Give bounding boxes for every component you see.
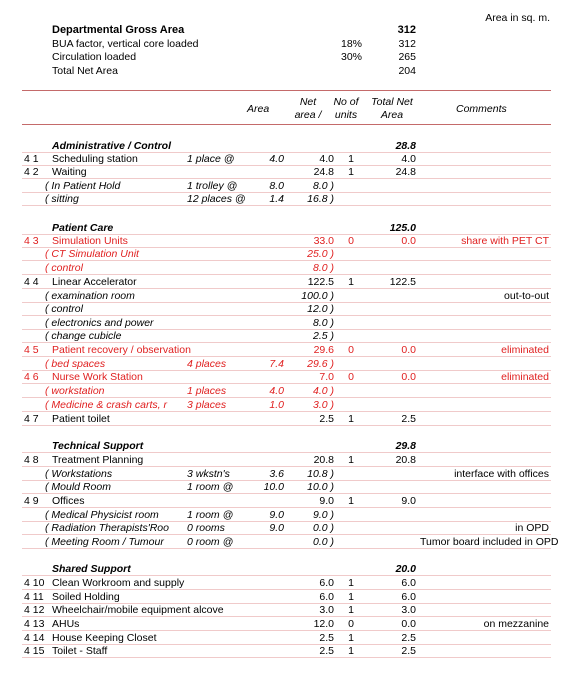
unit-note: Area in sq. m. (485, 12, 550, 24)
sub-item-net-area: 8.0 ) (312, 180, 334, 192)
sub-item-quantity: 12 places @ (187, 193, 246, 205)
sub-item-name: ( workstation (45, 385, 105, 397)
row-rule (22, 466, 551, 467)
item-net-area: 6.0 (319, 577, 334, 589)
summary-value: 265 (398, 51, 416, 63)
sub-item-net-area: 8.0 ) (312, 317, 334, 329)
item-total: 0.0 (401, 235, 416, 247)
summary-value: 204 (398, 65, 416, 77)
item-total: 2.5 (401, 413, 416, 425)
item-total: 4.0 (401, 153, 416, 165)
row-rule (22, 397, 551, 398)
sub-item-name: ( Workstations (45, 468, 113, 480)
sub-item-name: ( change cubicle (45, 330, 122, 342)
item-number: 4 10 (24, 577, 45, 589)
item-total: 24.8 (395, 166, 416, 178)
item-net-area: 122.5 (307, 276, 334, 288)
sub-item-row (0, 536, 578, 549)
sub-item-net-area: 10.0 ) (307, 481, 334, 493)
item-net-area: 9.0 (319, 495, 334, 507)
item-total: 2.5 (401, 632, 416, 644)
item-number: 4 2 (24, 166, 39, 178)
sub-item-name: ( bed spaces (45, 358, 106, 370)
item-units: 1 (348, 166, 354, 178)
row-rule (22, 507, 551, 508)
section-total: 28.8 (395, 140, 416, 152)
table-row (0, 153, 578, 166)
sub-item-comment: in OPD (515, 522, 549, 534)
sub-item-unit-area: 9.0 (269, 522, 284, 534)
header-units-2: units (334, 109, 358, 121)
sub-item-unit-area: 10.0 (263, 481, 284, 493)
table-row (0, 166, 578, 179)
item-comment: share with PET CT (461, 235, 549, 247)
table-row (0, 276, 578, 289)
item-total: 6.0 (401, 577, 416, 589)
table-row (0, 577, 578, 590)
item-number: 4 7 (24, 413, 39, 425)
table-row (0, 371, 578, 384)
sub-item-net-area: 9.0 ) (312, 509, 334, 521)
summary-label: Circulation loaded (52, 51, 137, 63)
item-net-area: 2.5 (319, 632, 334, 644)
sub-item-name: ( Medical Physicist room (45, 509, 159, 521)
item-units: 1 (348, 495, 354, 507)
item-name: Soiled Holding (52, 591, 120, 603)
sub-item-comment: interface with offices (454, 468, 549, 480)
sub-item-name: ( control (45, 303, 83, 315)
section-title: Administrative / Control (52, 140, 172, 152)
table-row (0, 618, 578, 631)
summary-percent: 30% (340, 51, 362, 63)
row-rule (22, 315, 551, 316)
item-number: 4 12 (24, 604, 45, 616)
sub-item-unit-area: 4.0 (269, 385, 284, 397)
sub-item-row (0, 358, 578, 371)
item-comment: eliminated (501, 371, 549, 383)
sub-item-net-area: 0.0 ) (312, 522, 334, 534)
item-total: 9.0 (401, 495, 416, 507)
sub-item-row (0, 522, 578, 535)
sub-item-unit-area: 9.0 (269, 509, 284, 521)
summary-percent: 18% (340, 38, 362, 50)
header-units-1: No of (333, 96, 359, 108)
item-name: Scheduling station (52, 153, 138, 165)
section-total: 29.8 (395, 440, 416, 452)
summary-title-value: 312 (397, 24, 416, 36)
row-rule (22, 589, 551, 590)
table-row (0, 454, 578, 467)
row-rule (22, 575, 551, 576)
row-rule (22, 260, 551, 261)
header-top-rule (22, 90, 551, 91)
summary-value: 312 (398, 38, 416, 50)
row-rule (22, 383, 551, 384)
item-name: Linear Accelerator (52, 276, 137, 288)
item-net-area: 3.0 (319, 604, 334, 616)
item-units: 0 (348, 344, 354, 356)
item-name: AHUs (52, 618, 80, 630)
sub-item-name: ( Radiation Therapists'Roo (45, 522, 169, 534)
item-net-area: 2.5 (319, 413, 334, 425)
row-rule (22, 356, 551, 357)
item-units: 0 (348, 618, 354, 630)
row-rule (22, 548, 551, 549)
item-total: 0.0 (401, 618, 416, 630)
sub-item-name: ( Medicine & crash carts, r (45, 399, 167, 411)
row-rule (22, 452, 551, 453)
item-units: 1 (348, 153, 354, 165)
item-net-area: 24.8 (313, 166, 334, 178)
sub-item-unit-area: 1.4 (269, 193, 284, 205)
sub-item-net-area: 16.8 ) (307, 193, 334, 205)
table-row (0, 235, 578, 248)
sub-item-quantity: 1 room @ (187, 481, 234, 493)
sub-item-comment: out-to-out (504, 290, 549, 302)
row-rule (22, 616, 551, 617)
item-number: 4 6 (24, 371, 39, 383)
sub-item-row (0, 481, 578, 494)
sub-item-unit-area: 8.0 (269, 180, 284, 192)
sub-item-net-area: 2.5 ) (312, 330, 334, 342)
item-number: 4 3 (24, 235, 39, 247)
item-name: Offices (52, 495, 85, 507)
item-net-area: 12.0 (313, 618, 334, 630)
sub-item-row (0, 385, 578, 398)
item-units: 1 (348, 604, 354, 616)
header-total-2: Area (380, 109, 404, 121)
sub-item-net-area: 25.0 ) (307, 248, 334, 260)
summary-label: BUA factor, vertical core loaded (52, 38, 199, 50)
sub-item-name: ( CT Simulation Unit (45, 248, 139, 260)
sub-item-quantity: 0 room @ (187, 536, 234, 548)
item-number: 4 9 (24, 495, 39, 507)
item-number: 4 8 (24, 454, 39, 466)
sub-item-net-area: 29.6 ) (307, 358, 334, 370)
sub-item-quantity: 1 room @ (187, 509, 234, 521)
summary-title: Departmental Gross Area (52, 24, 185, 36)
item-name: Patient toilet (52, 413, 110, 425)
table-row (0, 591, 578, 604)
item-number: 4 4 (24, 276, 39, 288)
row-rule (22, 205, 551, 206)
sub-item-name: ( electronics and power (45, 317, 154, 329)
sub-item-name: ( control (45, 262, 83, 274)
sub-item-quantity: 0 rooms (187, 522, 225, 534)
row-rule (22, 178, 551, 179)
header-bottom-rule (22, 124, 551, 125)
header-area: Area (247, 103, 270, 115)
sub-item-name: ( examination room (45, 290, 135, 302)
header-total-1: Total Net (371, 96, 413, 108)
table-row (0, 495, 578, 508)
row-rule (22, 342, 551, 343)
item-units: 1 (348, 413, 354, 425)
table-row (0, 645, 578, 658)
item-total: 3.0 (401, 604, 416, 616)
item-net-area: 29.6 (313, 344, 334, 356)
item-total: 122.5 (389, 276, 416, 288)
section-title: Technical Support (52, 440, 144, 452)
section-header-row (0, 440, 578, 453)
sub-item-row (0, 248, 578, 261)
sub-item-row (0, 290, 578, 303)
item-total: 6.0 (401, 591, 416, 603)
item-name: Toilet - Staff (52, 645, 108, 657)
sub-item-unit-area: 3.6 (269, 468, 284, 480)
sub-item-quantity: 1 trolley @ (187, 180, 238, 192)
item-net-area: 20.8 (313, 454, 334, 466)
item-number: 4 5 (24, 344, 39, 356)
item-net-area: 33.0 (313, 235, 334, 247)
sub-item-row (0, 509, 578, 522)
table-row (0, 604, 578, 617)
item-comment: eliminated (501, 344, 549, 356)
sub-item-row (0, 399, 578, 412)
item-name: Nurse Work Station (52, 371, 143, 383)
section-header-row (0, 563, 578, 576)
item-total: 2.5 (401, 645, 416, 657)
section-total: 125.0 (389, 222, 416, 234)
table-row (0, 632, 578, 645)
sub-item-name: ( Meeting Room / Tumour (45, 536, 164, 548)
item-name: House Keeping Closet (52, 632, 157, 644)
item-number: 4 14 (24, 632, 45, 644)
item-unit-area: 4.0 (269, 153, 284, 165)
item-comment: on mezzanine (483, 618, 549, 630)
section-title: Patient Care (52, 222, 114, 234)
sub-item-row (0, 468, 578, 481)
item-number: 4 15 (24, 645, 45, 657)
sub-item-net-area: 8.0 ) (312, 262, 334, 274)
sub-item-net-area: 10.8 ) (307, 468, 334, 480)
row-rule (22, 630, 551, 631)
sub-item-row (0, 330, 578, 343)
item-net-area: 6.0 (319, 591, 334, 603)
section-title: Shared Support (52, 563, 131, 575)
sub-item-row (0, 317, 578, 330)
sub-item-quantity: 4 places (187, 358, 227, 370)
item-units: 1 (348, 632, 354, 644)
sub-item-quantity: 3 wkstn's (187, 468, 230, 480)
sub-item-row (0, 180, 578, 193)
item-name: Wheelchair/mobile equipment alcove (52, 604, 224, 616)
sub-item-row (0, 303, 578, 316)
item-units: 1 (348, 454, 354, 466)
item-name: Clean Workroom and supply (52, 577, 185, 589)
item-units: 1 (348, 577, 354, 589)
item-name: Patient recovery / observation (52, 344, 191, 356)
sub-item-net-area: 3.0 ) (312, 399, 334, 411)
item-units: 1 (348, 645, 354, 657)
sub-item-name: ( In Patient Hold (45, 180, 121, 192)
sub-item-net-area: 4.0 ) (312, 385, 334, 397)
section-header-row (0, 222, 578, 235)
item-number: 4 13 (24, 618, 45, 630)
sub-item-unit-area: 7.4 (269, 358, 284, 370)
section-header-row (0, 140, 578, 153)
item-total: 0.0 (401, 371, 416, 383)
sub-item-net-area: 0.0 ) (312, 536, 334, 548)
item-name: Waiting (52, 166, 87, 178)
item-total: 0.0 (401, 344, 416, 356)
sub-item-row (0, 193, 578, 206)
item-total: 20.8 (395, 454, 416, 466)
row-rule (22, 274, 551, 275)
sub-item-net-area: 100.0 ) (301, 290, 334, 302)
section-total: 20.0 (395, 563, 416, 575)
row-rule (22, 411, 551, 412)
summary-label: Total Net Area (52, 65, 118, 77)
sub-item-name: ( Mould Room (45, 481, 111, 493)
table-row (0, 344, 578, 357)
header-net-area-1: Net (299, 96, 317, 108)
table-row (0, 413, 578, 426)
item-name: Treatment Planning (52, 454, 144, 466)
item-number: 4 11 (24, 591, 44, 603)
sub-item-quantity: 1 places (187, 385, 227, 397)
item-net-area: 4.0 (319, 153, 334, 165)
row-rule (22, 534, 551, 535)
item-quantity: 1 place @ (187, 153, 235, 165)
row-rule (22, 288, 551, 289)
sub-item-unit-area: 1.0 (269, 399, 284, 411)
item-name: Simulation Units (52, 235, 128, 247)
sub-item-comment: Tumor board included in OPD (420, 536, 559, 548)
item-units: 1 (348, 276, 354, 288)
item-net-area: 7.0 (319, 371, 334, 383)
item-units: 0 (348, 371, 354, 383)
item-net-area: 2.5 (319, 645, 334, 657)
header-comments: Comments (456, 103, 507, 115)
row-rule (22, 657, 551, 658)
sub-item-name: ( sitting (45, 193, 79, 205)
row-rule (22, 493, 551, 494)
item-units: 1 (348, 591, 354, 603)
item-number: 4 1 (24, 153, 39, 165)
item-units: 0 (348, 235, 354, 247)
header-net-area-2: area / (294, 109, 322, 121)
sub-item-quantity: 3 places (187, 399, 227, 411)
sub-item-row (0, 262, 578, 275)
sub-item-net-area: 12.0 ) (307, 303, 334, 315)
row-rule (22, 425, 551, 426)
